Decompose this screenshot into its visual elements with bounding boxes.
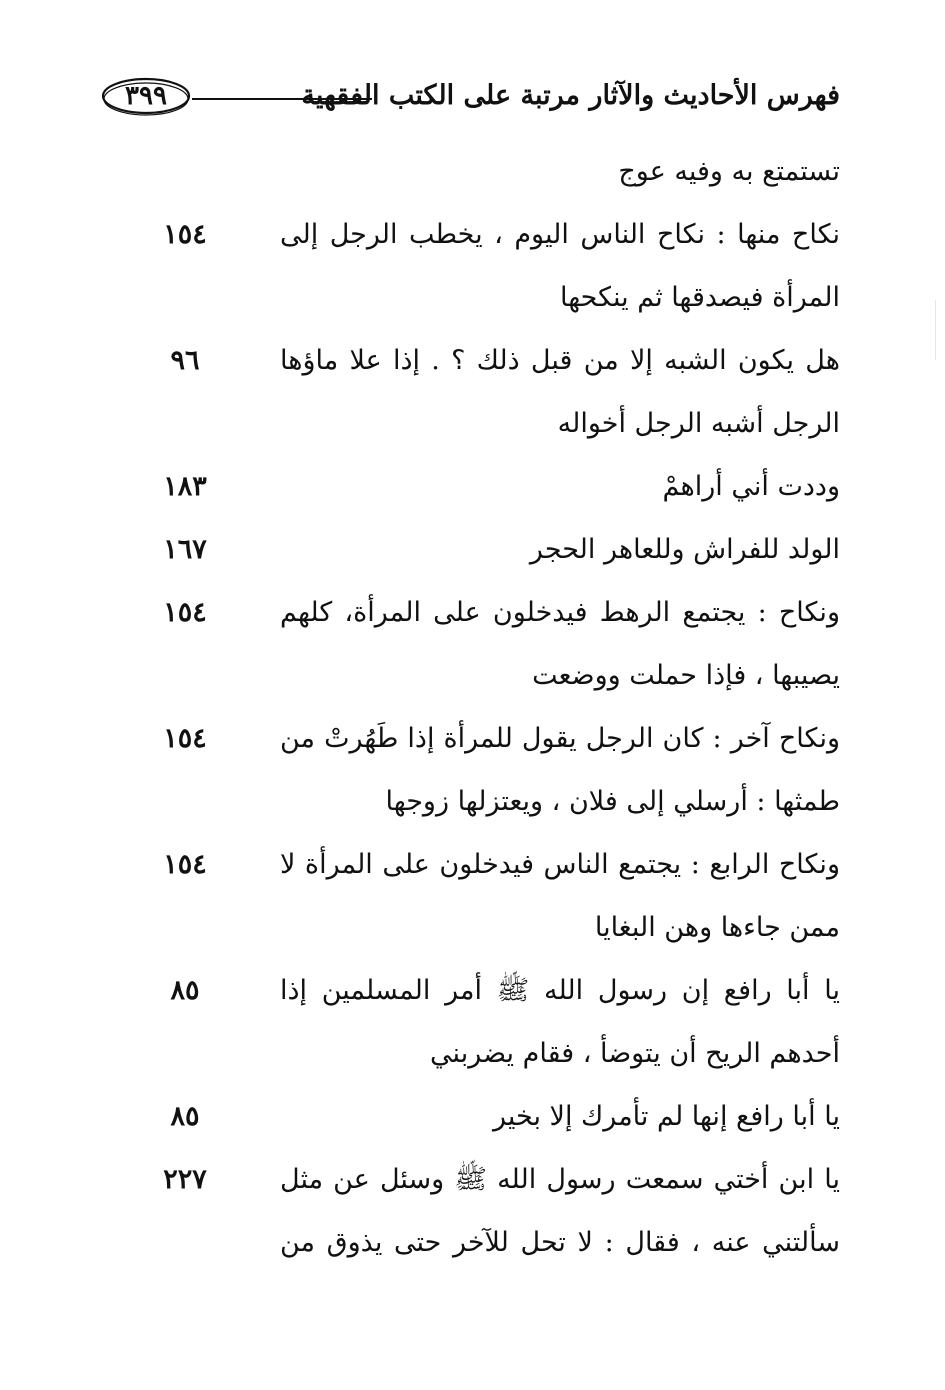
entry-text: ونكاح الرابع : يجتمع الناس فيدخلون على المرأة لا <box>280 849 840 880</box>
page-reference: ١٥٤ <box>163 723 207 754</box>
index-entry <box>150 833 840 896</box>
page-reference: ١٨٣ <box>163 471 207 502</box>
index-entry <box>150 203 840 266</box>
page-number-badge <box>100 75 192 117</box>
index-entry <box>150 518 840 581</box>
entry-text: ونكاح آخر : كان الرجل يقول للمرأة إذا طَهُرتْ من <box>280 723 840 754</box>
entry-text: نكاح منها : نكاح الناس اليوم ، يخطب الرجل إلى <box>280 219 840 250</box>
page-number: ٣٩٩ <box>125 81 167 111</box>
index-entry-continuation <box>150 266 840 329</box>
entry-text: تستمتع به وفيه عوج <box>618 156 840 187</box>
entry-text: ونكاح : يجتمع الرهط فيدخلون على المرأة، كلهم <box>280 597 840 628</box>
entry-text: هل يكون الشبه إلا من قبل ذلك ؟ . إذا علا ماؤها <box>280 345 840 376</box>
index-entry <box>150 140 840 203</box>
index-entries <box>150 140 840 1274</box>
entry-text-continued: يصيبها ، فإذا حملت ووضعت <box>532 660 840 691</box>
index-entry <box>150 1148 840 1211</box>
entry-text-continued: سألتني عنه ، فقال : لا تحل للآخر حتى يذوق من <box>280 1227 840 1258</box>
page-reference: ١٥٤ <box>163 849 207 880</box>
entry-text-continued: أحدهم الريح أن يتوضأ ، فقام يضربني <box>430 1038 840 1069</box>
index-entry <box>150 329 840 392</box>
entry-text-continued: طمثها : أرسلي إلى فلان ، ويعتزلها زوجها <box>385 786 840 817</box>
scan-artifact <box>935 300 936 360</box>
index-entry-continuation <box>150 896 840 959</box>
index-entry-continuation <box>150 644 840 707</box>
entry-text: الولد للفراش وللعاهر الحجر <box>529 534 840 565</box>
index-entry <box>150 959 840 1022</box>
page-reference: ١٦٧ <box>163 534 207 565</box>
page-reference: ٨٥ <box>170 1101 200 1132</box>
entry-text-continued: ممن جاءها وهن البغايا <box>594 912 840 943</box>
entry-text: وددت أني أراهمْ <box>662 471 840 502</box>
page-reference: ١٥٤ <box>163 219 207 250</box>
page-reference: ٢٢٧ <box>163 1164 207 1195</box>
entry-text: يا أبا رافع إنها لم تأمرك إلا بخير <box>492 1101 840 1132</box>
index-entry-continuation <box>150 770 840 833</box>
index-entry <box>150 707 840 770</box>
index-entry <box>150 455 840 518</box>
entry-text: يا ابن أختي سمعت رسول الله ﷺ وسئل عن مثل <box>280 1164 840 1195</box>
index-entry <box>150 1085 840 1148</box>
index-entry-continuation <box>150 1211 840 1274</box>
page-reference: ٨٥ <box>170 975 200 1006</box>
index-entry-continuation <box>150 1022 840 1085</box>
index-entry-continuation <box>150 392 840 455</box>
entry-text: يا أبا رافع إن رسول الله ﷺ أمر المسلمين إذا <box>280 975 840 1006</box>
page-reference: ١٥٤ <box>163 597 207 628</box>
page-reference: ٩٦ <box>170 345 200 376</box>
running-header-title: فهرس الأحاديث والآثار مرتبة على الكتب الفقهية <box>301 80 840 111</box>
index-entry <box>150 581 840 644</box>
entry-text-continued: الرجل أشبه الرجل أخواله <box>557 408 840 439</box>
entry-text-continued: المرأة فيصدقها ثم ينكحها <box>559 282 840 313</box>
page-header <box>100 70 840 126</box>
